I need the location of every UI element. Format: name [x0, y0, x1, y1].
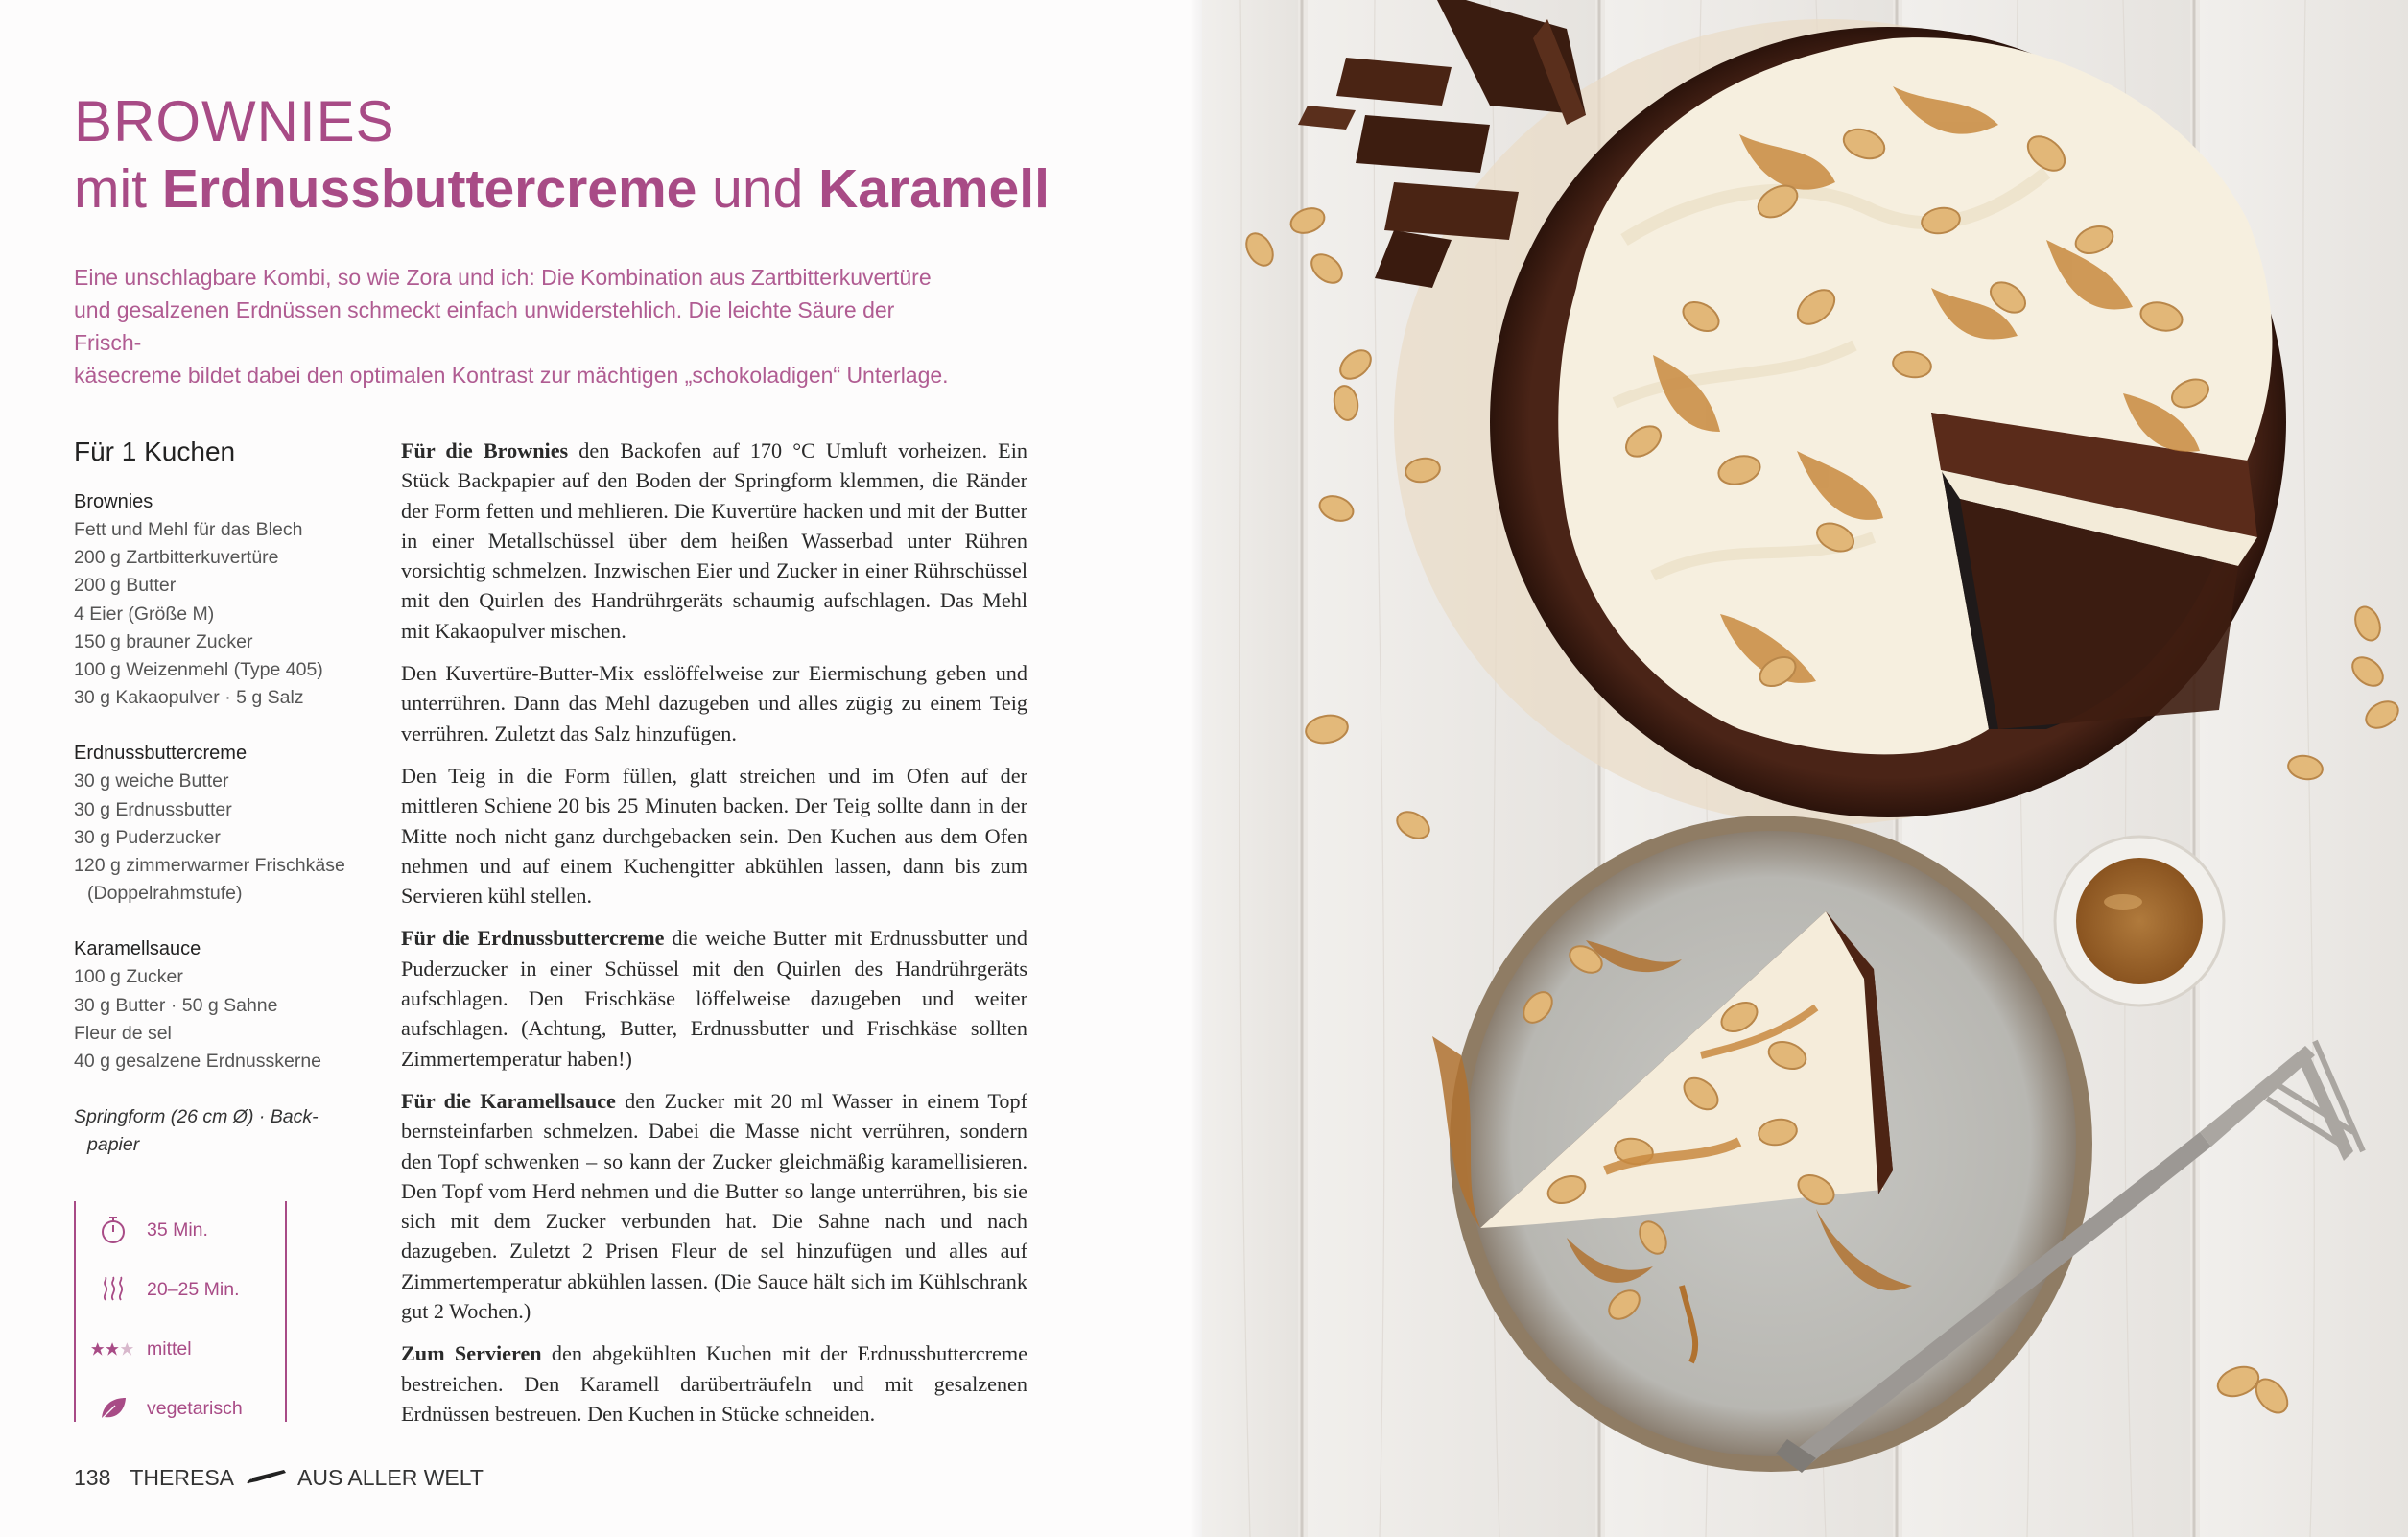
- step-text: Den Kuvertüre-Butter-Mix esslöffelweise zur Eiermischung geben und unterrühren. Dann das Mehl dazugeben und alles zügig zu einem Teig verrühren. Zuletzt das Salz hinzufügen.: [401, 661, 1027, 745]
- ingredient-item: 30 g Erdnussbutter: [74, 798, 232, 820]
- bake-time-row: [76, 1270, 285, 1309]
- subtitle-part: und: [696, 158, 819, 220]
- ingredient-item: 100 g Zucker: [74, 966, 183, 988]
- step-text: den Zucker mit 20 ml Wasser in einem Topf bernsteinfarben schmelzen. Dabei die Masse nicht verrühren, sondern den Topf schwenken – so kann der Zucker gleichmäßig karamellisieren. Den Topf vom Herd nehmen und die Butter so lange unterrühren, bis sie sich mit dem Zucker verbunden hat. Die Sahne nach und nach dazugeben. Zuletzt 2 Prisen Fleur de sel hinzufügen und alles auf Zimmertemperatur abkühlen lassen. (Die Sauce hält sich im Kühlschrank gut 2 Wochen.): [401, 1088, 1027, 1324]
- step-text: den Backofen auf 170 °C Umluft vorheizen. Ein Stück Backpapier auf den Boden der Springform klemmen, die Ränder der Form fetten und mehlieren. Die Kuvertüre hacken und mit der Butter in einer Metallschüssel über dem heißen Wasserbad unter Rühren vorsichtig schmelzen. Inzwischen Eier und Zucker in einer Rührschüssel mit den Quirlen des Handrührgeräts schaumig aufschlagen. Das Mehl mit Kakaopulver mischen.: [401, 438, 1027, 643]
- ingredient-item: Fleur de sel: [74, 1022, 172, 1044]
- ingredient-item: 100 g Weizenmehl (Type 405): [74, 659, 323, 681]
- subtitle-emphasis: Erdnussbuttercreme: [161, 158, 697, 220]
- diet-row: [76, 1389, 285, 1428]
- instruction-step: [401, 923, 1027, 1073]
- leaf-icon: [91, 1395, 135, 1422]
- footer-section: AUS ALLER WELT: [297, 1465, 484, 1490]
- equipment-line: Springform (26 cm Ø) · Back-: [74, 1106, 319, 1128]
- ingredient-group-title: Brownies: [74, 491, 153, 512]
- intro-line: käsecreme bildet dabei den optimalen Kontrast zur mächtigen „schokoladigen“ Unterlage.: [74, 363, 949, 388]
- ingredient-item: (Doppelrahmstufe): [87, 883, 243, 905]
- instruction-step: [401, 761, 1027, 910]
- step-lead: Für die Brownies: [401, 438, 569, 462]
- ingredient-group-erdnussbuttercreme: [74, 740, 381, 908]
- ingredients-heading: Für 1 Kuchen: [74, 437, 236, 466]
- intro-line: Eine unschlagbare Kombi, so wie Zora und ich: Die Kombination aus Zartbitterkuvertüre: [74, 265, 932, 290]
- instructions: [401, 436, 1027, 1441]
- recipe-subtitle: [74, 157, 1050, 221]
- subtitle-part: mit: [74, 158, 162, 220]
- stars-icon: [91, 1341, 135, 1357]
- ingredient-item: 200 g Butter: [74, 575, 177, 597]
- page-number: 138: [74, 1465, 111, 1490]
- bake-time: 20–25 Min.: [147, 1278, 240, 1300]
- ingredient-group-title: Erdnussbuttercreme: [74, 743, 248, 765]
- difficulty-row: [76, 1330, 285, 1368]
- pen-icon: [246, 1465, 288, 1491]
- equipment-note: [74, 1103, 381, 1159]
- recipe-photo: [1202, 0, 2408, 1537]
- step-text: Den Teig in die Form füllen, glatt streichen und im Ofen auf der mittleren Schiene 20 bis 25 Minuten backen. Der Teig sollte dann in der Mitte noch nicht ganz durchgebacken sein. Den Kuchen aus dem Ofen nehmen und auf einem Kuchengitter abkühlen lassen, dann bis zum Servieren kühl stellen.: [401, 763, 1027, 909]
- prep-time-row: [76, 1211, 285, 1249]
- ingredient-group-karamellsauce: [74, 935, 381, 1076]
- ingredient-group-brownies: [74, 488, 381, 712]
- caramel-bowl: [2055, 837, 2224, 1005]
- heat-waves-icon: [91, 1275, 135, 1304]
- ingredient-item: 150 g brauner Zucker: [74, 630, 253, 652]
- left-page: [0, 0, 1202, 1537]
- subtitle-emphasis: Karamell: [818, 158, 1050, 220]
- diet: vegetarisch: [147, 1397, 243, 1419]
- ingredient-item: 120 g zimmerwarmer Frischkäse: [74, 855, 345, 877]
- intro-text: [74, 261, 966, 391]
- ingredient-group-title: Karamellsauce: [74, 938, 201, 960]
- recipe-title: BROWNIES: [74, 89, 395, 154]
- recipe-info-box: [74, 1201, 287, 1422]
- ingredient-item: 4 Eier (Größe M): [74, 603, 215, 625]
- instruction-step: [401, 1086, 1027, 1326]
- instruction-step: [401, 658, 1027, 748]
- ingredients-column: [74, 437, 381, 1159]
- prep-time: 35 Min.: [147, 1218, 208, 1241]
- ingredient-item: 30 g Puderzucker: [74, 826, 221, 848]
- footer-author: THERESA: [130, 1465, 235, 1490]
- ingredient-item: Fett und Mehl für das Blech: [74, 519, 303, 540]
- step-lead: Zum Servieren: [401, 1341, 542, 1366]
- ingredient-item: 200 g Zartbitterkuvertüre: [74, 547, 279, 569]
- equipment-line: papier: [87, 1134, 140, 1156]
- instruction-step: [401, 436, 1027, 646]
- step-lead: Für die Karamellsauce: [401, 1088, 616, 1113]
- step-text: den abgekühlten Kuchen mit der Erdnussbuttercreme bestreichen. Den Karamell darüberträufeln und mit gesalzenen Erdnüssen bestreuen. Den Kuchen in Stücke schneiden.: [401, 1341, 1027, 1426]
- ingredient-item: 40 g gesalzene Erdnusskerne: [74, 1051, 322, 1073]
- step-lead: Für die Erdnussbuttercreme: [401, 926, 665, 951]
- ingredient-item: 30 g Kakaopulver · 5 g Salz: [74, 687, 304, 709]
- ingredient-item: 30 g Butter · 50 g Sahne: [74, 994, 278, 1016]
- page-footer: [74, 1465, 484, 1491]
- instruction-step: [401, 1338, 1027, 1429]
- ingredient-item: 30 g weiche Butter: [74, 770, 229, 792]
- intro-line: und gesalzenen Erdnüssen schmeckt einfach unwiderstehlich. Die leichte Säure der Frisch-: [74, 297, 895, 355]
- difficulty: mittel: [147, 1337, 192, 1360]
- step-text: die weiche Butter mit Erdnussbutter und Puderzucker in einer Schüssel mit den Quirlen des Handrührgeräts aufschlagen. Den Frischkäse löffelweise dazugeben und weiter aufschlagen. (Achtung, Butter, Erdnussbutter und Frischkäse sollten Zimmertemperatur haben!): [401, 926, 1027, 1071]
- timer-icon: [91, 1215, 135, 1245]
